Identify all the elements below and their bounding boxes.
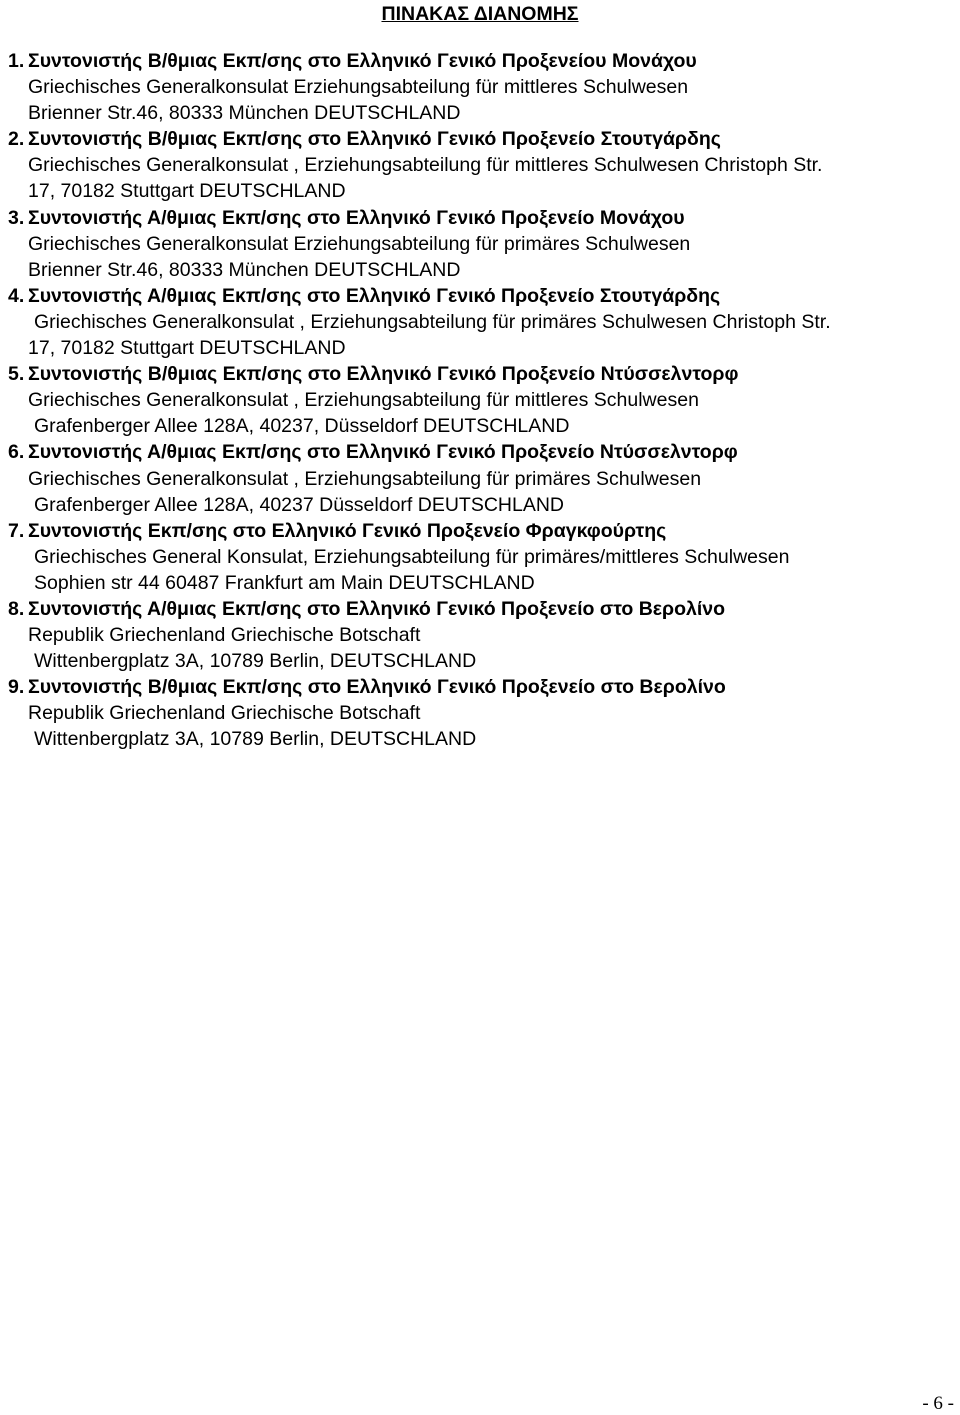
entry-address-line: 17, 70182 Stuttgart DEUTSCHLAND <box>28 337 346 360</box>
entry-title: Συντονιστής Β/θμιας Εκπ/σης στο Ελληνικό Γενικό Προξενείο στο Βερολίνο <box>28 676 726 699</box>
entry-address-line: Griechisches Generalkonsulat , Erziehungsabteilung für mittleres Schulwesen <box>28 389 699 412</box>
entry-title: Συντονιστής Β/θμιας Εκπ/σης στο Ελληνικό Γενικό Προξενείο Στουτγάρδης <box>28 128 721 151</box>
entry-title: Συντονιστής Α/θμιας Εκπ/σης στο Ελληνικό Γενικό Προξενείο Στουτγάρδης <box>28 284 721 307</box>
entry-number: 9. <box>8 676 25 699</box>
entry-heading <box>0 283 960 309</box>
list-item <box>0 283 960 361</box>
entry-address-line: Griechisches Generalkonsulat Erziehungsabteilung für mittleres Schulwesen <box>28 76 689 99</box>
entry-heading <box>0 439 960 465</box>
entry-address-line: Sophien str 44 60487 Frankfurt am Main DEUTSCHLAND <box>34 571 535 594</box>
entry-address-line: Wittenbergplatz 3A, 10789 Berlin, DEUTSCHLAND <box>34 650 477 673</box>
entry-number: 8. <box>8 597 25 620</box>
page-title: ΠΙΝΑΚΑΣ ΔΙΑΝΟΜΗΣ <box>381 3 579 25</box>
entry-heading <box>0 518 960 544</box>
entry-address-line: Griechisches Generalkonsulat , Erziehungsabteilung für mittleres Schulwesen Christoph Str. <box>28 154 823 177</box>
entry-number: 2. <box>8 128 25 151</box>
entry-title: Συντονιστής Α/θμιας Εκπ/σης στο Ελληνικό Γενικό Προξενείο Ντύσσελντορφ <box>28 441 738 464</box>
entry-title: Συντονιστής Β/θμιας Εκπ/σης στο Ελληνικό Γενικό Προξενείου Μονάχου <box>28 50 697 72</box>
entry-address-line: Griechisches General Konsulat, Erziehungsabteilung für primäres/mittleres Schulwesen <box>34 545 790 568</box>
list-item <box>0 48 960 126</box>
list-item <box>0 674 960 752</box>
entry-heading <box>0 48 960 74</box>
entry-number: 4. <box>8 284 25 307</box>
entry-number: 5. <box>8 363 25 386</box>
entry-number: 6. <box>8 441 25 464</box>
list-item <box>0 518 960 596</box>
entry-address-line: Wittenbergplatz 3A, 10789 Berlin, DEUTSCHLAND <box>34 728 477 751</box>
list-item <box>0 126 960 204</box>
entry-address-line: Brienner Str.46, 80333 München DEUTSCHLAND <box>28 258 461 281</box>
entry-title: Συντονιστής Β/θμιας Εκπ/σης στο Ελληνικό Γενικό Προξενείο Ντύσσελντορφ <box>28 363 739 386</box>
list-item <box>0 205 960 283</box>
entry-address-line: Grafenberger Allee 128A, 40237, Düsseldorf DEUTSCHLAND <box>34 415 570 438</box>
entry-heading <box>0 674 960 700</box>
entry-number: 1. <box>8 50 25 72</box>
list-item <box>0 596 960 674</box>
entry-title: Συντονιστής Α/θμιας Εκπ/σης στο Ελληνικό Γενικό Προξενείο Μονάχου <box>28 206 685 229</box>
entry-address-line: Griechisches Generalkonsulat Erziehungsabteilung für primäres Schulwesen <box>28 232 691 255</box>
entry-heading <box>0 126 960 152</box>
entry-title: Συντονιστής Α/θμιας Εκπ/σης στο Ελληνικό Γενικό Προξενείο στο Βερολίνο <box>28 597 726 620</box>
entry-address-line: Brienner Str.46, 80333 München DEUTSCHLAND <box>28 102 461 125</box>
entry-address-line: Republik Griechenland Griechische Botschaft <box>28 624 421 647</box>
entry-number: 7. <box>8 519 25 542</box>
list-item <box>0 361 960 439</box>
entry-heading <box>0 205 960 231</box>
entry-number: 3. <box>8 206 25 229</box>
entry-address-line: Griechisches Generalkonsulat , Erziehungsabteilung für primäres Schulwesen <box>28 467 702 490</box>
entry-address-line: Republik Griechenland Griechische Botschaft <box>28 702 421 725</box>
entry-title: Συντονιστής Εκπ/σης στο Ελληνικό Γενικό Προξενείο Φραγκφούρτης <box>28 519 667 542</box>
entry-address-line: Grafenberger Allee 128A, 40237 Düsseldorf DEUTSCHLAND <box>34 493 565 516</box>
page-number: - 6 - <box>922 1393 954 1414</box>
entry-address-line: 17, 70182 Stuttgart DEUTSCHLAND <box>28 180 346 203</box>
entry-address-line: Griechisches Generalkonsulat , Erziehungsabteilung für primäres Schulwesen Christoph Str. <box>34 310 831 333</box>
distribution-list <box>0 48 960 753</box>
entry-heading <box>0 596 960 622</box>
list-item <box>0 439 960 517</box>
entry-heading <box>0 361 960 387</box>
